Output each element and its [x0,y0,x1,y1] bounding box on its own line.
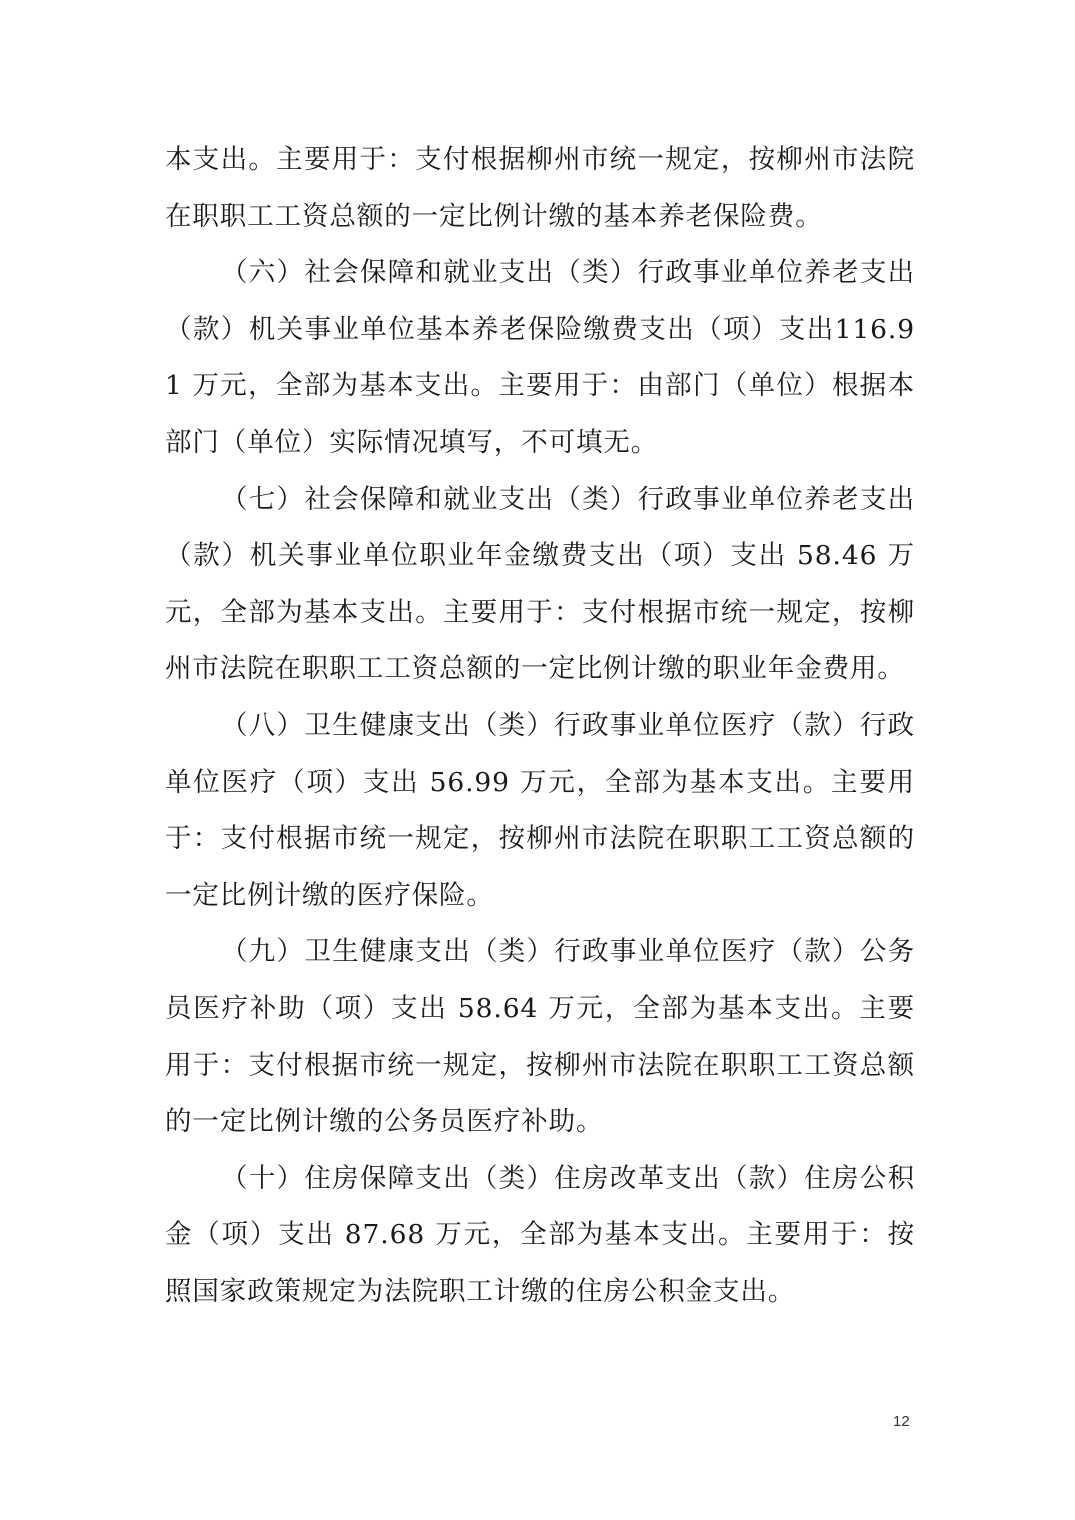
paragraph-continuation: 本支出。主要用于：支付根据柳州市统一规定，按柳州市法院在职职工工资总额的一定比例计缴的基本养老保险费。 [165,144,915,232]
page-number: 12 [893,1413,910,1430]
document-body [165,132,915,1320]
paragraph-item-10: （十）住房保障支出（类）住房改革支出（款）住房公积金（项）支出 87.68 万元，全部为基本支出。主要用于：按照国家政策规定为法院职工计缴的住房公积金支出。 [165,1162,915,1307]
paragraph-item-9: （九）卫生健康支出（类）行政事业单位医疗（款）公务员医疗补助（项）支出 58.64 万元，全部为基本支出。主要用于：支付根据市统一规定，按柳州市法院在职职工工资总额的一定比例计缴的公务员医疗补助。 [165,936,915,1138]
paragraph-item-7: （七）社会保障和就业支出（类）行政事业单位养老支出（款）机关事业单位职业年金缴费支出（项）支出 58.46 万元，全部为基本支出。主要用于：支付根据市统一规定，按柳州市法院在职职工工资总额的一定比例计缴的职业年金费用。 [165,483,915,685]
paragraph-item-6: （六）社会保障和就业支出（类）行政事业单位养老支出（款）机关事业单位基本养老保险缴费支出（项）支出116.91 万元，全部为基本支出。主要用于：由部门（单位）根据本部门（单位）实际情况填写，不可填无。 [165,257,915,458]
paragraph-item-8: （八）卫生健康支出（类）行政事业单位医疗（款）行政单位医疗（项）支出 56.99 万元，全部为基本支出。主要用于：支付根据市统一规定，按柳州市法院在职职工工资总额的一定比例计缴的医疗保险。 [165,709,915,911]
